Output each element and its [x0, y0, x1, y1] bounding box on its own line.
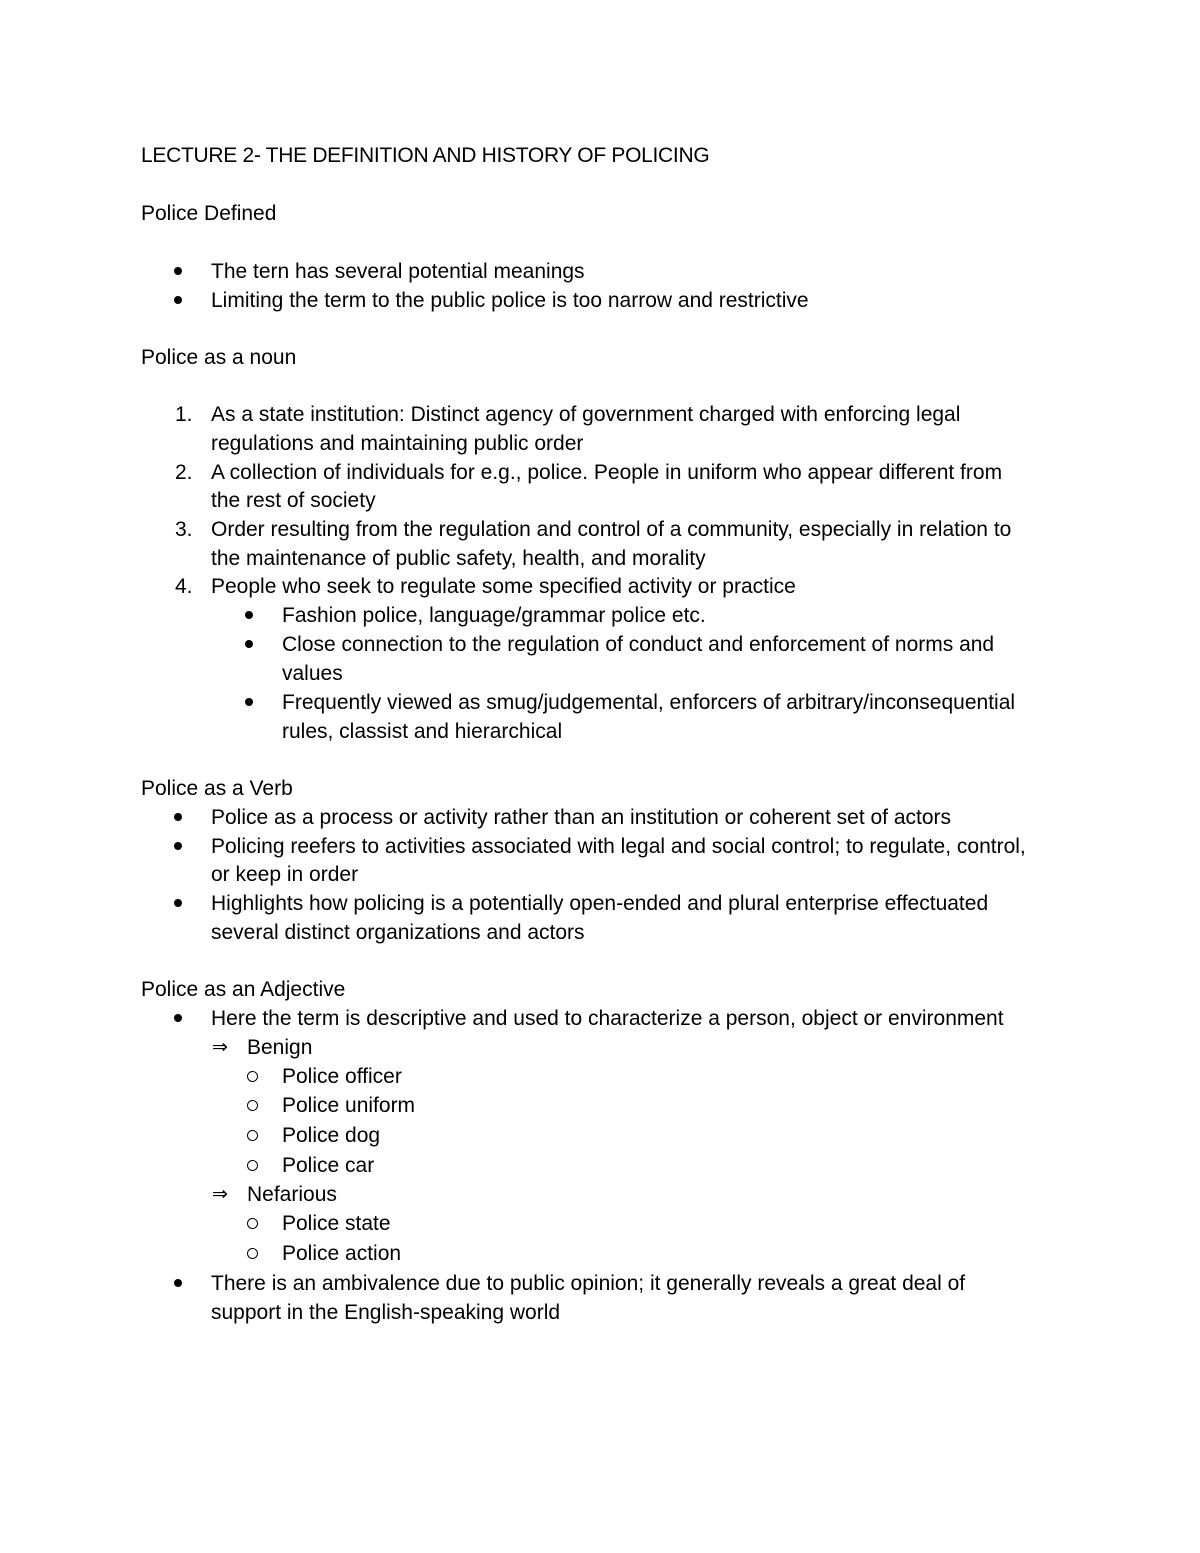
- list-item: Highlights how policing is a potentially open-ended and plural enterprise effectuated: [211, 892, 989, 915]
- sub-list-item-continuation: values: [282, 662, 343, 685]
- sub-list-item: Police state: [282, 1212, 391, 1235]
- heading-police-verb: Police as a Verb: [141, 777, 293, 800]
- list-item: Police as a process or activity rather than an institution or coherent set of actors: [211, 806, 952, 829]
- sub-list-item: Police action: [282, 1242, 402, 1265]
- arrow-right-icon: ⇒: [212, 1037, 228, 1058]
- list-item: A collection of individuals for e.g., police. People in uniform who appear different from: [211, 461, 1003, 484]
- sub-list-item: Fashion police, language/grammar police etc.: [282, 604, 706, 627]
- list-item-continuation: several distinct organizations and actors: [211, 921, 585, 944]
- bullet-icon: [174, 286, 182, 315]
- arrow-right-icon: ⇒: [212, 1184, 228, 1205]
- list-item-continuation: or keep in order: [211, 863, 359, 886]
- heading-police-adjective: Police as an Adjective: [141, 978, 346, 1001]
- sub-list-item: Police officer: [282, 1065, 402, 1088]
- bullet-icon: [174, 832, 182, 861]
- bullet-icon: [174, 1269, 182, 1298]
- heading-police-noun: Police as a noun: [141, 346, 297, 369]
- list-item-continuation: regulations and maintaining public order: [211, 432, 584, 455]
- list-number: 2.: [175, 461, 193, 484]
- sub-list-item-continuation: rules, classist and hierarchical: [282, 720, 563, 743]
- list-item: People who seek to regulate some specified activity or practice: [211, 575, 796, 598]
- bullet-icon: [174, 257, 182, 286]
- heading-police-defined: Police Defined: [141, 202, 277, 225]
- list-item: There is an ambivalence due to public opinion; it generally reveals a great deal of: [211, 1272, 966, 1295]
- bullet-icon: [174, 1004, 182, 1033]
- sub-list-item: Police dog: [282, 1124, 381, 1147]
- list-item: The tern has several potential meanings: [211, 260, 585, 283]
- circle-bullet-icon: [247, 1209, 258, 1238]
- page-title: LECTURE 2- THE DEFINITION AND HISTORY OF POLICING: [141, 144, 710, 167]
- category-label-benign: Benign: [247, 1036, 313, 1059]
- sub-list-item: Frequently viewed as smug/judgemental, enforcers of arbitrary/inconsequential: [282, 691, 1016, 714]
- bullet-icon: [245, 601, 253, 630]
- sub-list-item: Police uniform: [282, 1094, 416, 1117]
- list-number: 3.: [175, 518, 193, 541]
- list-item: Limiting the term to the public police is too narrow and restrictive: [211, 289, 809, 312]
- list-number: 1.: [175, 403, 193, 426]
- circle-bullet-icon: [247, 1091, 258, 1120]
- bullet-icon: [245, 688, 253, 717]
- sub-list-item: Close connection to the regulation of conduct and enforcement of norms and: [282, 633, 995, 656]
- list-number: 4.: [175, 575, 193, 598]
- circle-bullet-icon: [247, 1239, 258, 1268]
- list-item: As a state institution: Distinct agency of government charged with enforcing legal: [211, 403, 961, 426]
- bullet-icon: [245, 630, 253, 659]
- category-label-nefarious: Nefarious: [247, 1183, 337, 1206]
- circle-bullet-icon: [247, 1062, 258, 1091]
- circle-bullet-icon: [247, 1121, 258, 1150]
- list-item-continuation: support in the English-speaking world: [211, 1301, 561, 1324]
- list-item: Order resulting from the regulation and control of a community, especially in relation to: [211, 518, 1012, 541]
- bullet-icon: [174, 889, 182, 918]
- list-item-continuation: the maintenance of public safety, health, and morality: [211, 547, 706, 570]
- sub-list-item: Police car: [282, 1154, 375, 1177]
- bullet-icon: [174, 803, 182, 832]
- list-item-continuation: the rest of society: [211, 489, 376, 512]
- list-item: Here the term is descriptive and used to characterize a person, object or environment: [211, 1007, 1004, 1030]
- circle-bullet-icon: [247, 1151, 258, 1180]
- list-item: Policing reefers to activities associated with legal and social control; to regulate, control,: [211, 835, 1026, 858]
